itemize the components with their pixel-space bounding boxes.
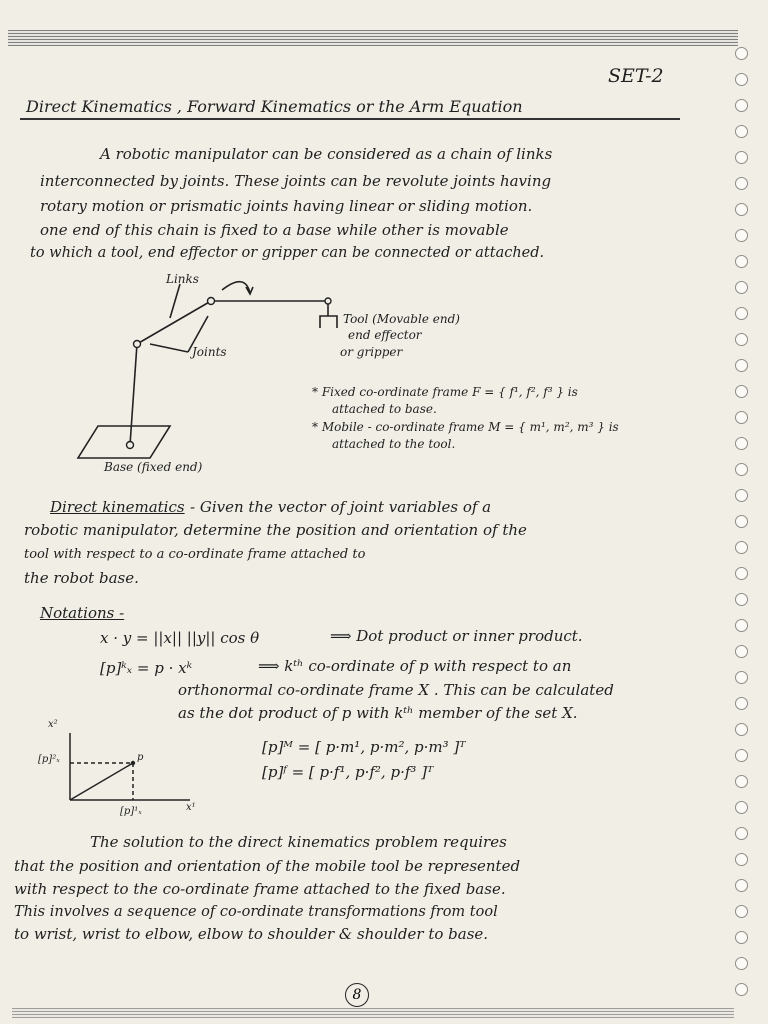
graph-y-projection-label: [p]²ₓ [38, 754, 60, 765]
dot-product-formula: x · y = ||x|| ||y|| cos θ [100, 629, 260, 647]
intro-line: one end of this chain is fixed to a base while other is movable [40, 221, 509, 239]
solution-line: This involves a sequence of co-ordinate transformations from tool [14, 904, 498, 920]
intro-line: rotary motion or prismatic joints having linear or sliding motion. [40, 197, 533, 215]
notations-heading: Notations - [40, 604, 125, 622]
direct-kinematics-heading: Direct kinematics [50, 498, 185, 516]
intro-line: interconnected by joints. These joints can be revolute joints having [40, 172, 552, 190]
vector-p [70, 763, 133, 800]
page-title: Direct Kinematics , Forward Kinematics or the Arm Equation [26, 97, 523, 116]
binding-hole [735, 385, 748, 398]
binding-hole [735, 203, 748, 216]
gripper-label: or gripper [340, 345, 403, 359]
solution-line: with respect to the co-ordinate frame attached to the fixed base. [14, 880, 506, 898]
binding-hole [735, 177, 748, 190]
binding-hole [735, 671, 748, 684]
binding-hole [735, 99, 748, 112]
title-underline [20, 118, 680, 120]
intro-line: A robotic manipulator can be considered as a chain of links [100, 145, 553, 163]
binding-hole [735, 593, 748, 606]
set-label: SET-2 [608, 65, 664, 87]
binding-hole [735, 151, 748, 164]
binding-hole [735, 333, 748, 346]
binding-hole [735, 931, 748, 944]
binding-hole [735, 437, 748, 450]
binding-hole [735, 619, 748, 632]
binding-hole [735, 73, 748, 86]
joints-label: Joints [192, 345, 227, 359]
mobile-frame-equation: [p]ᴹ = [ p·m¹, p·m², p·m³ ]ᵀ [262, 738, 466, 756]
binding-hole [735, 645, 748, 658]
direct-kinematics-line: robotic manipulator, determine the position and orientation of the [24, 521, 527, 539]
binding-hole [735, 827, 748, 840]
graph-point-label: p [137, 752, 144, 763]
binding-hole [735, 905, 748, 918]
solution-line: to wrist, wrist to elbow, elbow to shoulder & shoulder to base. [14, 925, 489, 943]
base-plate [78, 426, 170, 458]
link-1 [130, 344, 137, 445]
binding-hole [735, 281, 748, 294]
graph-y-axis-label: x² [48, 719, 58, 730]
coordinate-description: orthonormal co-ordinate frame X . This can be calculated [178, 681, 614, 699]
binding-hole [735, 125, 748, 138]
tool-label: Tool (Movable end) [343, 312, 460, 326]
fixed-frame-note: * Fixed co-ordinate frame F = { f¹, f², f³ } is [312, 385, 578, 399]
binding-hole [735, 541, 748, 554]
binding-hole [735, 515, 748, 528]
solution-line: that the position and orientation of the mobile tool be represented [14, 857, 521, 875]
mobile-frame-note: * Mobile - co-ordinate frame M = { m¹, m², m³ } is [312, 420, 619, 434]
coordinate-description: as the dot product of p with kᵗʰ member of the set X. [178, 704, 578, 722]
page-number: 8 [345, 983, 369, 1007]
binding-hole [735, 697, 748, 710]
dot-product-description: ⟹ Dot product or inner product. [330, 627, 583, 645]
binding-hole [735, 983, 748, 996]
binding-hole [735, 749, 748, 762]
joint-elbow [208, 298, 215, 305]
links-arrowhead [246, 287, 253, 294]
binding-hole [735, 307, 748, 320]
binding-hole [735, 463, 748, 476]
mobile-frame-note-2: attached to the tool. [332, 437, 456, 451]
binding-hole [735, 879, 748, 892]
intro-line: to which a tool, end effector or gripper can be connected or attached. [30, 245, 545, 261]
direct-kinematics-line: the robot base. [24, 569, 139, 587]
graph-x-projection-label: [p]¹ₓ [120, 806, 142, 817]
tool-gripper [320, 316, 337, 328]
binding-hole [735, 489, 748, 502]
binding-hole [735, 957, 748, 970]
link-2 [137, 301, 211, 344]
links-pointer [170, 284, 180, 318]
scan-edge-top [8, 30, 738, 46]
binding-hole [735, 567, 748, 580]
coordinate-formula: [p]ᵏₓ = p · xᵏ [100, 659, 193, 677]
graph-x-axis-label: x¹ [186, 802, 196, 813]
fixed-frame-equation: [p]ᶠ = [ p·f¹, p·f², p·f³ ]ᵀ [262, 763, 434, 781]
joint-wrist [325, 298, 331, 304]
binding-hole [735, 229, 748, 242]
point-p [131, 761, 135, 765]
binding-hole [735, 47, 748, 60]
binding-hole [735, 853, 748, 866]
joint-base [127, 442, 134, 449]
binding-hole [735, 723, 748, 736]
binding-hole [735, 255, 748, 268]
links-label: Links [166, 272, 199, 286]
solution-line: The solution to the direct kinematics problem requires [90, 833, 507, 851]
base-label: Base (fixed end) [104, 460, 203, 474]
binding-hole [735, 411, 748, 424]
scan-edge-bottom [12, 1008, 734, 1018]
direct-kinematics-line: - Given the vector of joint variables of a [190, 498, 492, 516]
binding-hole [735, 775, 748, 788]
fixed-frame-note-2: attached to base. [332, 402, 437, 416]
coordinate-description: ⟹ kᵗʰ co-ordinate of p with respect to an [258, 657, 572, 675]
binding-hole [735, 801, 748, 814]
joint-shoulder [134, 341, 141, 348]
end-effector-label: end effector [348, 328, 422, 342]
joints-pointer-1 [150, 344, 188, 352]
direct-kinematics-line: tool with respect to a co-ordinate frame attached to [24, 547, 366, 562]
links-arrow [222, 282, 250, 293]
binding-hole [735, 359, 748, 372]
